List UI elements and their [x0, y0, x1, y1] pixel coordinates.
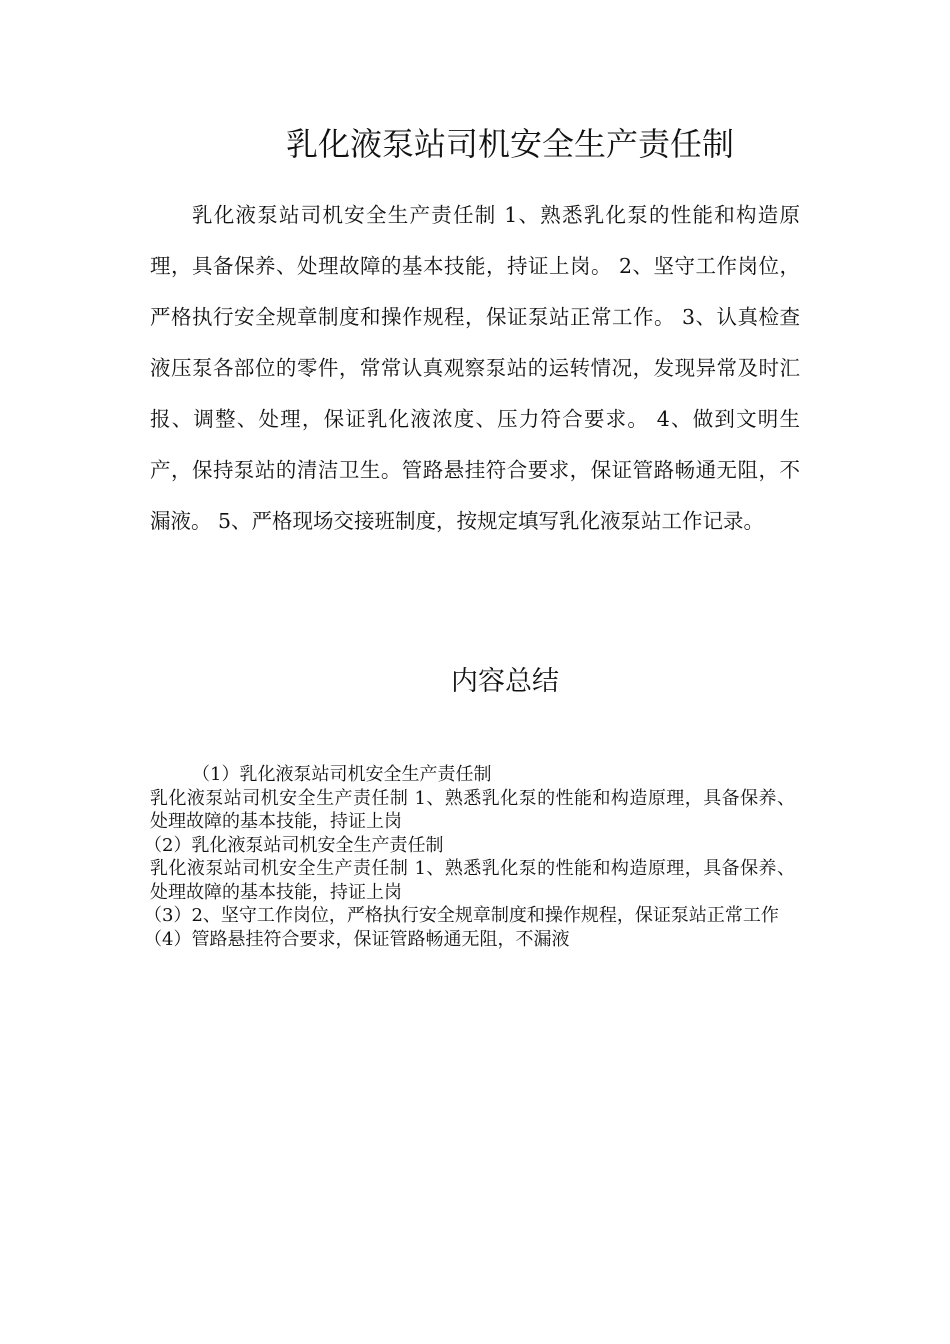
summary-item-4: （4）管路悬挂符合要求，保证管路畅通无阻，不漏液: [144, 928, 570, 950]
summary-list: [144, 763, 795, 951]
summary-heading: 内容总结: [451, 666, 559, 697]
summary-item-1-text: 乳化液泵站司机安全生产责任制 1、熟悉乳化泵的性能和构造原理，具备保养、处理故障的基本技能，持证上岗: [150, 787, 795, 832]
summary-item-2-text: 乳化液泵站司机安全生产责任制 1、熟悉乳化泵的性能和构造原理，具备保养、处理故障的基本技能，持证上岗: [150, 858, 795, 903]
document-title: 乳化液泵站司机安全生产责任制: [285, 125, 734, 163]
document-body-paragraph: 乳化液泵站司机安全生产责任制 1、熟悉乳化泵的性能和构造原理，具备保养、处理故障的基本技能，持证上岗。 2、坚守工作岗位，严格执行安全规章制度和操作规程，保证泵站正常工作。 3、认真检查液压泵各部位的零件，常常认真观察泵站的运转情况，发现异常及时汇报、调整、处理，保证乳化液浓度、压力符合要求。 4、做到文明生产，保持泵站的清洁卫生。管路悬挂符合要求，保证管路畅通无阻，不漏液。 5、严格现场交接班制度，按规定填写乳化液泵站工作记录。: [150, 203, 800, 533]
summary-item-1-heading: （1）乳化液泵站司机安全生产责任制: [192, 764, 492, 785]
summary-item-3: （3）2、坚守工作岗位，严格执行安全规章制度和操作规程，保证泵站正常工作: [144, 905, 779, 926]
summary-item-2-heading: （2）乳化液泵站司机安全生产责任制: [144, 834, 444, 856]
